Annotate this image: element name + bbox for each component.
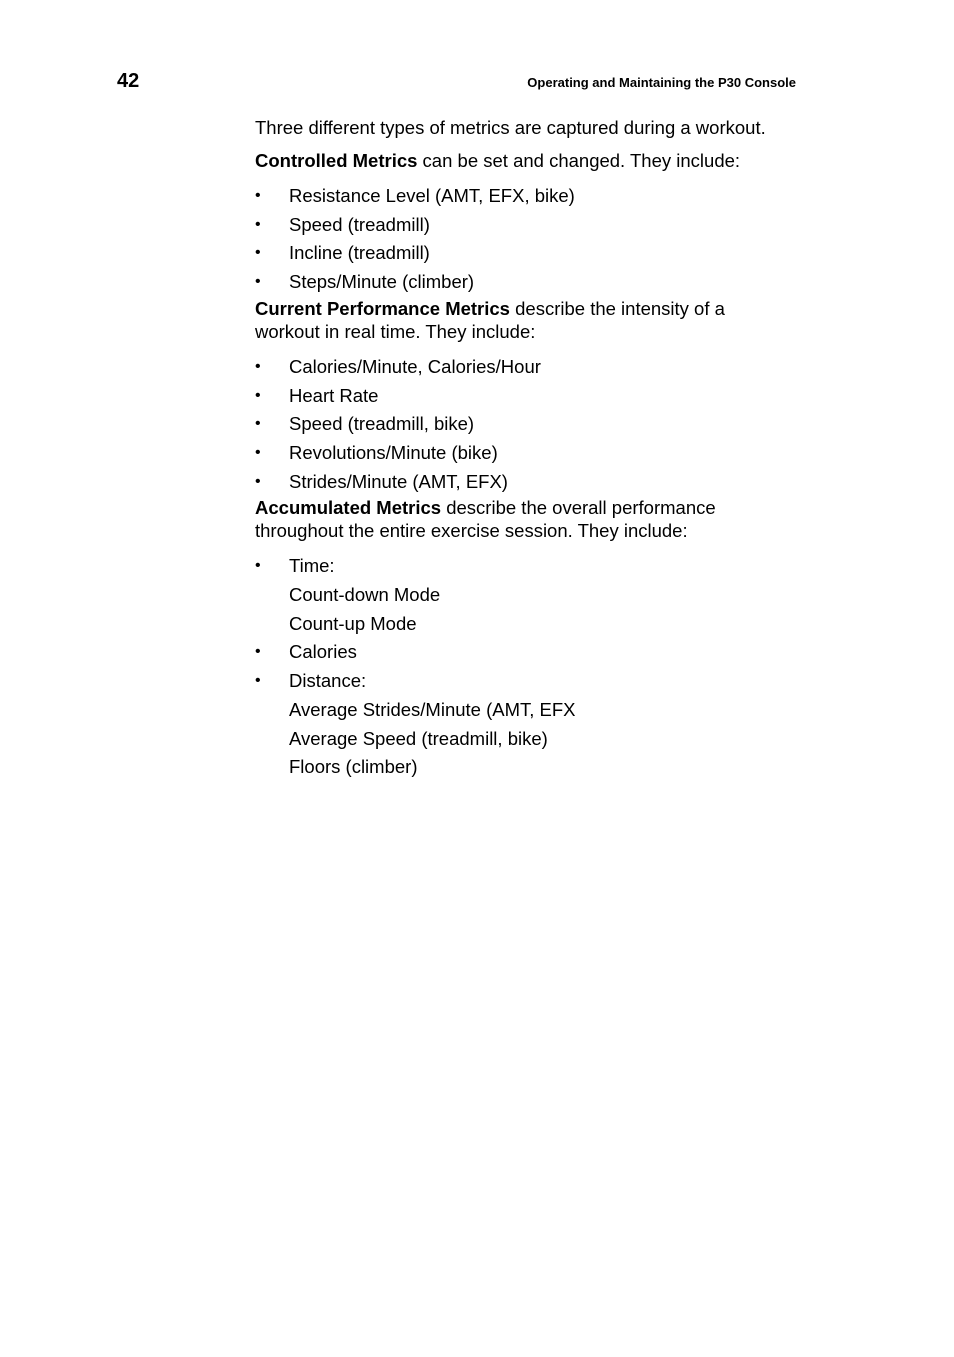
list-item — [255, 410, 775, 439]
bullet-icon: • — [255, 273, 261, 291]
list-item — [255, 439, 775, 468]
list-item — [255, 182, 775, 211]
controlled-metrics-list — [255, 182, 775, 297]
list-item — [255, 268, 775, 297]
bullet-icon: • — [255, 386, 261, 404]
list-item-label: Incline (treadmill) — [289, 242, 430, 264]
list-item — [255, 638, 775, 667]
sub-item-label: Average Speed (treadmill, bike) — [289, 727, 548, 749]
list-item — [255, 468, 775, 497]
list-item — [255, 667, 775, 782]
list-item — [255, 382, 775, 411]
page-body — [255, 116, 775, 782]
bullet-icon: • — [255, 244, 261, 262]
accumulated-metrics-paragraph — [255, 496, 775, 542]
current-performance-metrics-paragraph — [255, 297, 775, 343]
bullet-icon: • — [255, 557, 261, 575]
accumulated-metrics-description: describe the overall performance throughout the entire exercise session. They include: — [255, 497, 716, 542]
sub-item-label: Count-up Mode — [289, 612, 417, 634]
current-performance-metrics-description: describe the intensity of a workout in real time. They include: — [255, 297, 725, 342]
list-item — [255, 552, 775, 638]
bullet-icon: • — [255, 415, 261, 433]
accumulated-metrics-list — [255, 552, 775, 782]
page-number: 42 — [117, 70, 140, 92]
bullet-icon: • — [255, 215, 261, 233]
bullet-icon: • — [255, 443, 261, 461]
sub-item-label: Average Strides/Minute (AMT, EFX — [289, 698, 576, 720]
bullet-icon: • — [255, 672, 261, 690]
list-item-label: Calories/Minute, Calories/Hour — [289, 355, 541, 377]
list-item-label: Speed (treadmill, bike) — [289, 413, 475, 435]
list-item-label: Revolutions/Minute (bike) — [289, 441, 498, 463]
controlled-metrics-term: Controlled Metrics — [255, 150, 418, 171]
list-item-label: Time: — [289, 555, 335, 577]
list-item-label: Calories — [289, 641, 357, 663]
list-item-label: Speed (treadmill) — [289, 213, 430, 235]
bullet-icon: • — [255, 357, 261, 375]
list-item-label: Distance: — [289, 670, 367, 692]
list-item-label: Steps/Minute (climber) — [289, 271, 475, 293]
list-item-label: Strides/Minute (AMT, EFX) — [289, 470, 508, 492]
running-header: Operating and Maintaining the P30 Console — [527, 75, 796, 90]
controlled-metrics-description: can be set and changed. They include: — [417, 150, 741, 171]
bullet-icon: • — [255, 643, 261, 661]
current-performance-metrics-list — [255, 353, 775, 497]
intro-paragraph: Three different types of metrics are captured during a workout. — [255, 117, 766, 138]
sub-item-label: Floors (climber) — [289, 756, 418, 778]
accumulated-metrics-term: Accumulated Metrics — [255, 497, 442, 519]
controlled-metrics-paragraph — [255, 149, 775, 172]
list-item-label: Resistance Level (AMT, EFX, bike) — [289, 185, 575, 206]
current-performance-metrics-term: Current Performance Metrics — [255, 297, 510, 319]
sub-item-label: Count-down Mode — [289, 584, 441, 606]
list-item — [255, 239, 775, 268]
list-item-label: Heart Rate — [289, 384, 379, 406]
list-item — [255, 211, 775, 240]
list-item — [255, 353, 775, 382]
bullet-icon: • — [255, 187, 261, 204]
bullet-icon: • — [255, 472, 261, 490]
